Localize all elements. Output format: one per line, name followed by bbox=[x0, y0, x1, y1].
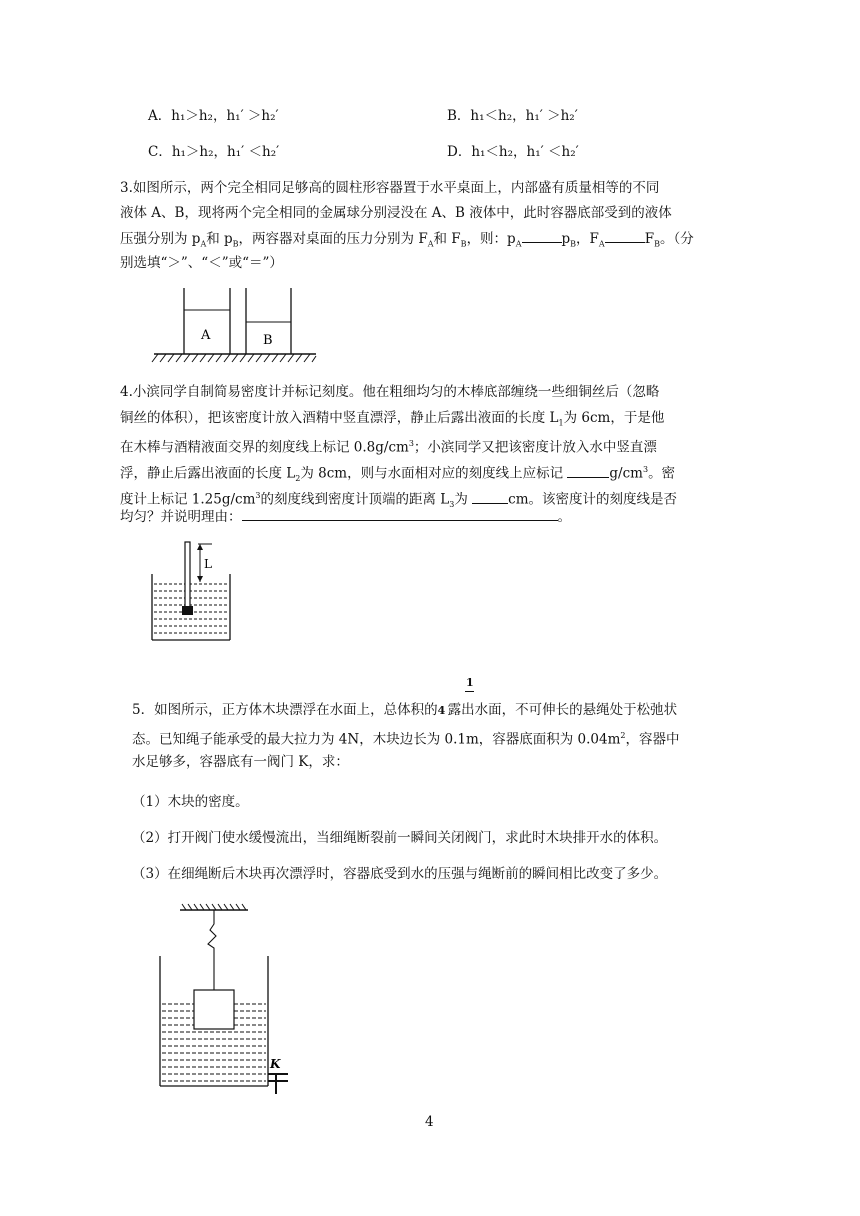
q3-fig-label-b: B bbox=[263, 333, 273, 348]
page-number: 4 bbox=[425, 1114, 434, 1130]
q3-blank-pressure[interactable] bbox=[522, 228, 562, 243]
q4-line-4: 浮，静止后露出液面的长度 $L_2$为 8cm，则与水面相对应的刻度线上应标记 $g/cm^3$。密 bbox=[120, 460, 675, 489]
q3-line-4: 别选填“＞”、“＜”或“＝”） bbox=[120, 255, 283, 271]
q5-valve-label: K bbox=[270, 1057, 281, 1071]
q5-line-2: 态。已知绳子能承受的最大拉力为 4N，木块边长为 0.1m，容器底面积为 $0.04m^2$，容器中 bbox=[132, 731, 680, 748]
q3-line-2: 液体 A、B，现将两个完全相同的金属球分别浸没在 A、B 液体中，此时容器底部受到的液体 bbox=[120, 205, 672, 221]
q4-hydrometer-figure bbox=[148, 538, 238, 644]
q3-blank-force[interactable] bbox=[605, 228, 645, 243]
q4-blank-density[interactable] bbox=[567, 463, 609, 478]
q5-fraction-denominator: 4 bbox=[437, 704, 446, 717]
q4-fig-label-l: L bbox=[204, 557, 212, 571]
q5-sub-question-3: （3）在细绳断后木块再次漂浮时，容器底受到水的压强与绳断前的瞬间相比改变了多少。 bbox=[132, 866, 668, 882]
q3-containers-figure bbox=[150, 284, 318, 364]
q4-line-6: 均匀？并说明理由： 。 bbox=[120, 506, 571, 527]
q3-fig-label-a: A bbox=[201, 328, 211, 343]
q5-fraction-bar bbox=[465, 691, 474, 692]
q3-line-1: 3.如图所示，两个完全相同足够高的圆柱形容器置于水平桌面上，内部盛有质量相等的不同 bbox=[120, 180, 660, 196]
q2-option-b: B．h₁＜h₂，h₁′ ＞h₂′ bbox=[447, 108, 578, 124]
q4-line-2: 铜丝的体积），把该密度计放入酒精中竖直漂浮，静止后露出液面的长度 $L_1$为 6cm，于是他 bbox=[120, 410, 665, 428]
q5-sub-question-1: （1）木块的密度。 bbox=[132, 794, 249, 810]
q4-blank-reason[interactable] bbox=[242, 506, 558, 521]
q4-line-1: 4.小滨同学自制简易密度计并标记刻度。他在粗细均匀的木棒底部缠绕一些细铜丝后（忽略 bbox=[120, 384, 660, 400]
q2-option-d: D．h₁＜h₂，h₁′ ＜h₂′ bbox=[447, 144, 579, 160]
q2-option-a: A．h₁＞h₂，h₁′ ＞h₂′ bbox=[148, 108, 279, 124]
q5-block-container-figure bbox=[150, 900, 300, 1096]
q5-fraction-numerator: 1 bbox=[466, 676, 474, 689]
q5-line-1: 5．如图所示，正方体木块漂浮在水面上，总体积的4 露出水面，不可伸长的悬绳处于松弛状 bbox=[132, 700, 677, 721]
q4-line-5: 度计上标记 $1.25g/cm^3$的刻度线到密度计顶端的距离 $L_3$为 cm。该密度计的刻度线是否 bbox=[120, 486, 677, 515]
q2-option-c: C．h₁＞h₂，h₁′ ＜h₂′ bbox=[148, 144, 280, 160]
q3-line-3: 压强分别为 $p_A$和 $p_B$，两容器对桌面的压力分别为 $F_A$和 $F_B$，则：$p_A$ $p_B$，$F_A$ $F_B$。（分 bbox=[120, 228, 694, 255]
q4-blank-length[interactable] bbox=[472, 489, 508, 504]
q4-line-3: 在木棒与酒精液面交界的刻度线上标记 $0.8g/cm^3$；小滨同学又把该密度计放入水中竖直漂 bbox=[120, 439, 657, 456]
q5-line-3: 水足够多，容器底有一阀门 K，求： bbox=[132, 754, 349, 770]
q5-sub-question-2: （2）打开阀门使水缓慢流出，当细绳断裂前一瞬间关闭阀门，求此时木块排开水的体积。 bbox=[132, 830, 668, 846]
